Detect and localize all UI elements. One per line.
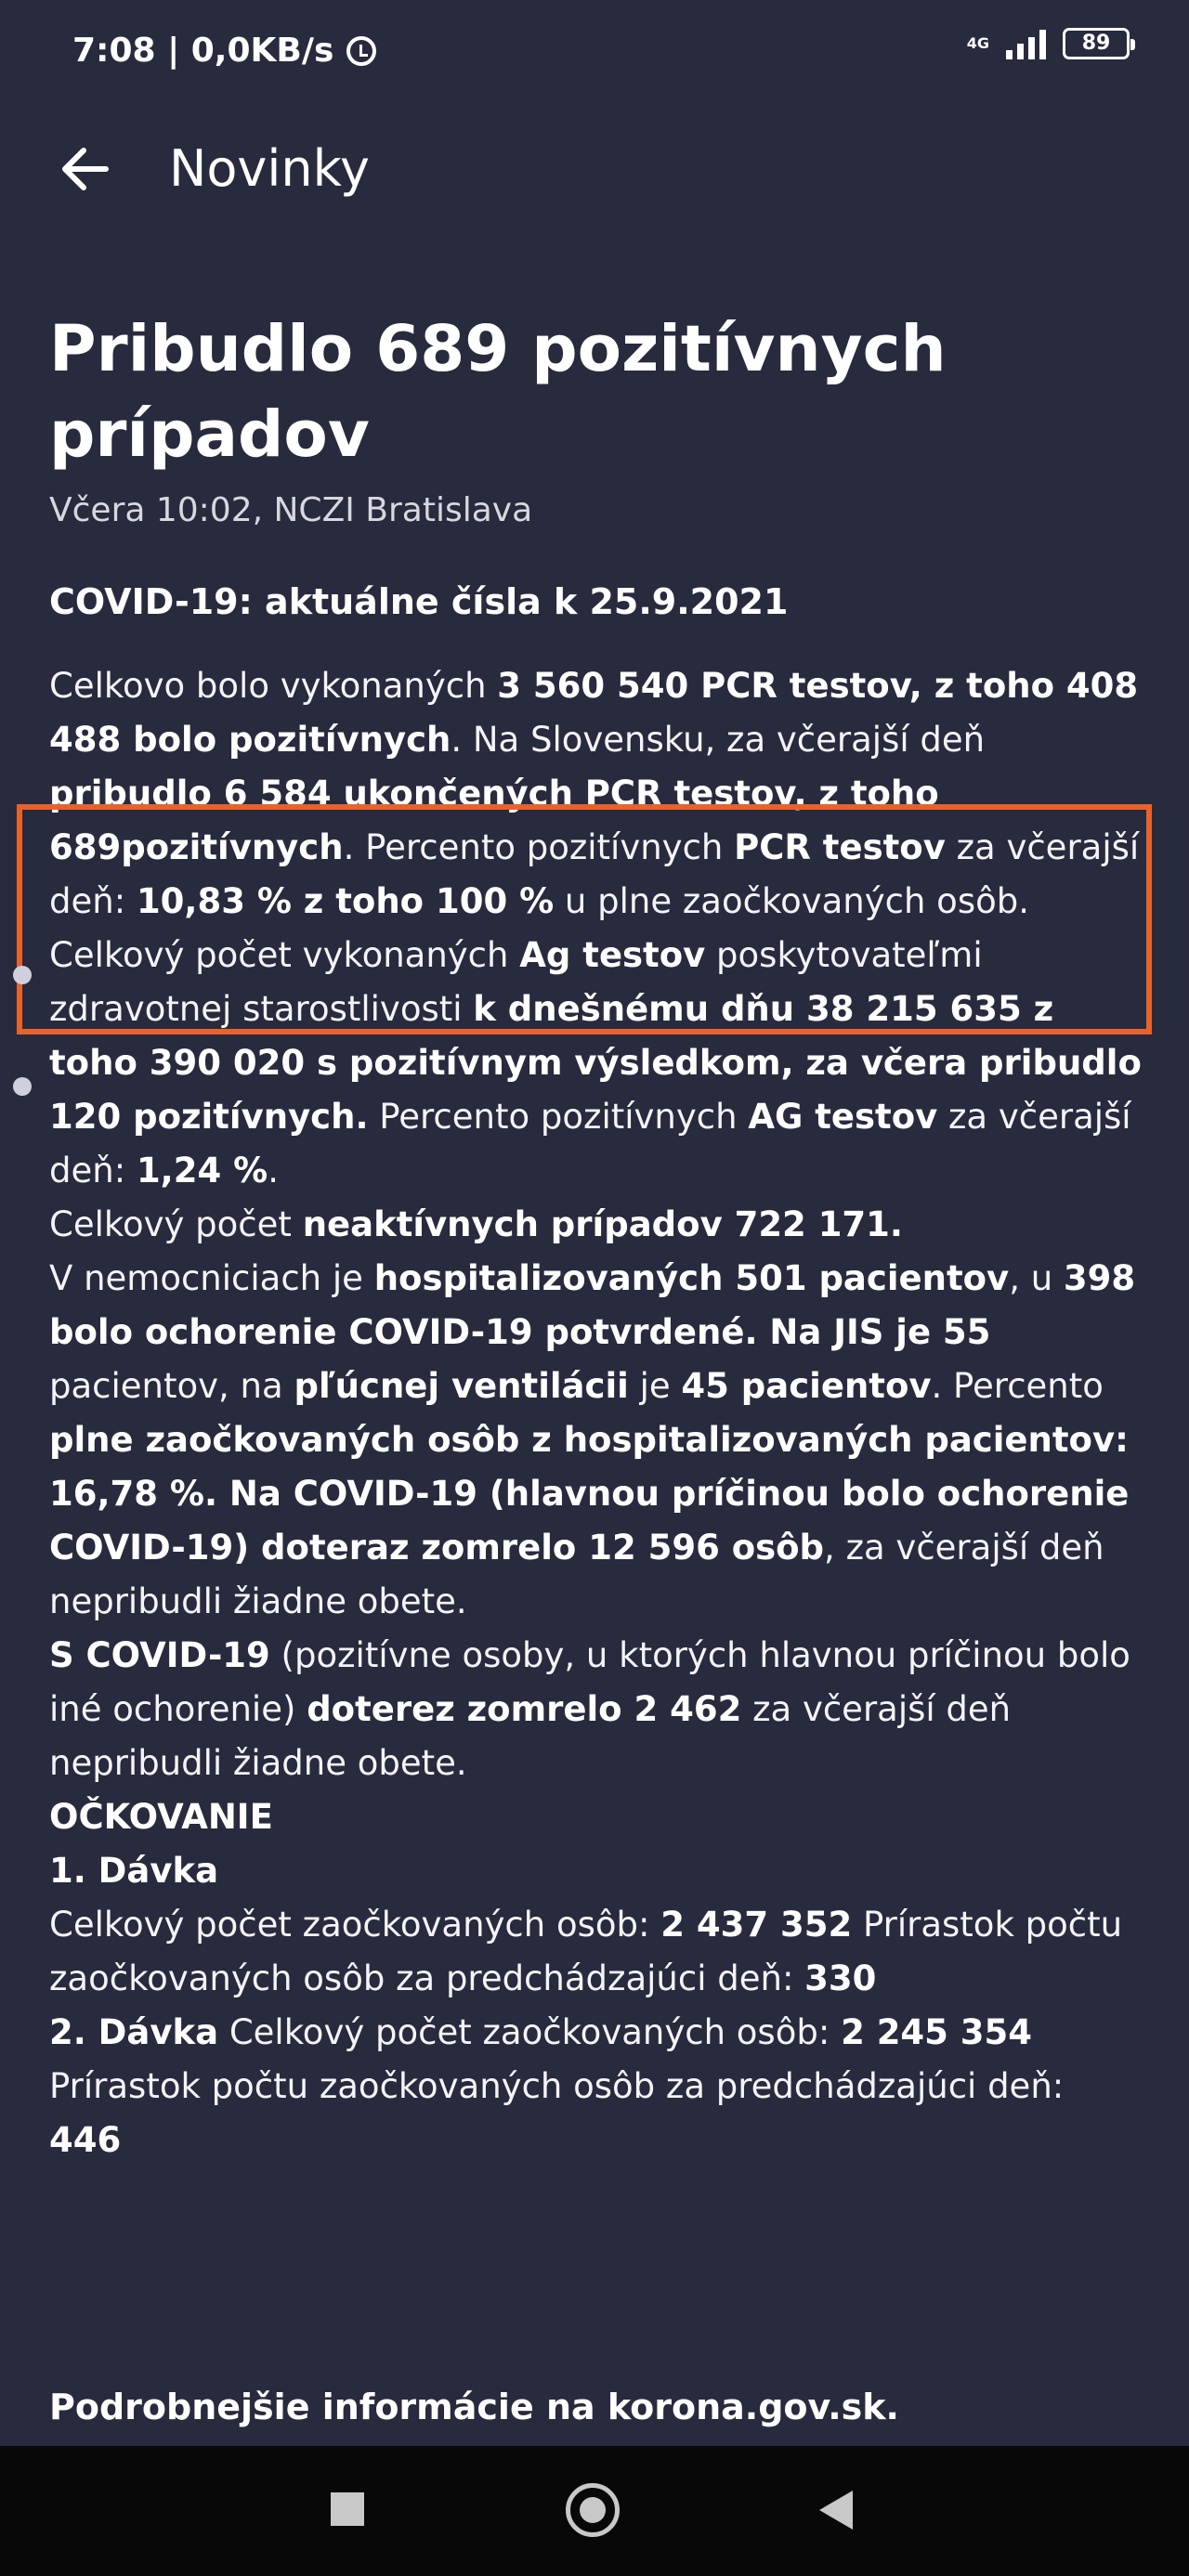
back-arrow-icon[interactable] [58,141,113,197]
scroll-indicator-dot [13,966,32,984]
alarm-icon [346,36,376,66]
home-icon[interactable] [566,2483,620,2537]
highlight-box [17,804,1152,1034]
scroll-indicator-dot [13,1077,32,1096]
status-time: 7:08 | 0,0KB/s [72,32,334,70]
article [49,306,1145,2167]
paragraph-hospital: V nemocniciach je hospitalizovaných 501 pacientov, u 398 bolo ochorenie COVID-19 potvrdené. Na JIS je 55 pacientov, na pľúcnej ventilácii je 45 pacientov. Percento plne zaočkovaných osôb z hospitalizovaných pacientov: 16,78 %. Na COVID-19 (hlavnou príčinou bolo ochorenie COVID-19) doteraz zomrelo 12 596 osôb, za včerajší deň nepribudli žiadne obete. [49,1258,1136,1621]
recents-icon[interactable] [331,2492,364,2526]
paragraph-deaths: S COVID-19 (pozitívne osoby, u ktorých hlavnou príčinou bolo iné ochorenie) doterez zomrelo 2 462 za včerajší deň nepribudli žiadne obete. [49,1635,1130,1783]
app-bar-title: Novinky [169,139,370,198]
back-triangle-icon[interactable] [819,2491,853,2530]
status-bar [0,0,1189,102]
dose1-title: 1. Dávka [49,1851,219,1891]
navigation-bar [0,2446,1189,2576]
article-headline: Pribudlo 689 pozitívnych prípadov [49,312,947,472]
paragraph-pcr: Celkovo bolo vykonaných 3 560 540 PCR testov, z toho 408 488 bolo pozitívnych. Na Slovensku, za včerajší deň pribudlo 6 584 ukončených PCR testov, z toho 689pozitívnych. Percento pozitívnych PCR testov za včerajší deň: 10,83 % z toho 100 % u plne zaočkovaných osôb. [49,666,1140,921]
paragraph-ag: Celkový počet vykonaných Ag testov poskytovateľmi zdravotnej starostlivosti k dnešnému dňu 38 215 635 z toho 390 020 s pozitívnym výsledkom, za včera pribudlo 120 pozitívnych. Percento pozitívnych AG testov za včerajší deň: 1,24 %. [49,935,1142,1190]
signal-icon [1006,28,1046,59]
status-left [72,32,376,70]
article-subhead: COVID-19: aktuálne čísla k 25.9.2021 [49,581,789,622]
article-meta: Včera 10:02, NCZI Bratislava [49,491,533,529]
app-bar [0,121,1189,223]
paragraph-dose1: Celkový počet zaočkovaných osôb: 2 437 352 Prírastok počtu zaočkovaných osôb za predchádzajúci deň: 330 [49,1905,1123,1998]
vaccination-title: OČKOVANIE [49,1797,273,1837]
more-info-link[interactable]: Podrobnejšie informácie na korona.gov.sk. [49,2387,899,2427]
status-right [967,28,1130,59]
paragraph-inactive: Celkový počet neaktívnych prípadov 722 171. [49,1204,903,1244]
paragraph-dose2: 2. Dávka Celkový počet zaočkovaných osôb: 2 245 354 Prírastok počtu zaočkovaných osôb za predchádzajúci deň: 446 [49,2012,1065,2160]
network-type: 4G [966,34,989,52]
battery-icon: 89 [1063,28,1130,59]
